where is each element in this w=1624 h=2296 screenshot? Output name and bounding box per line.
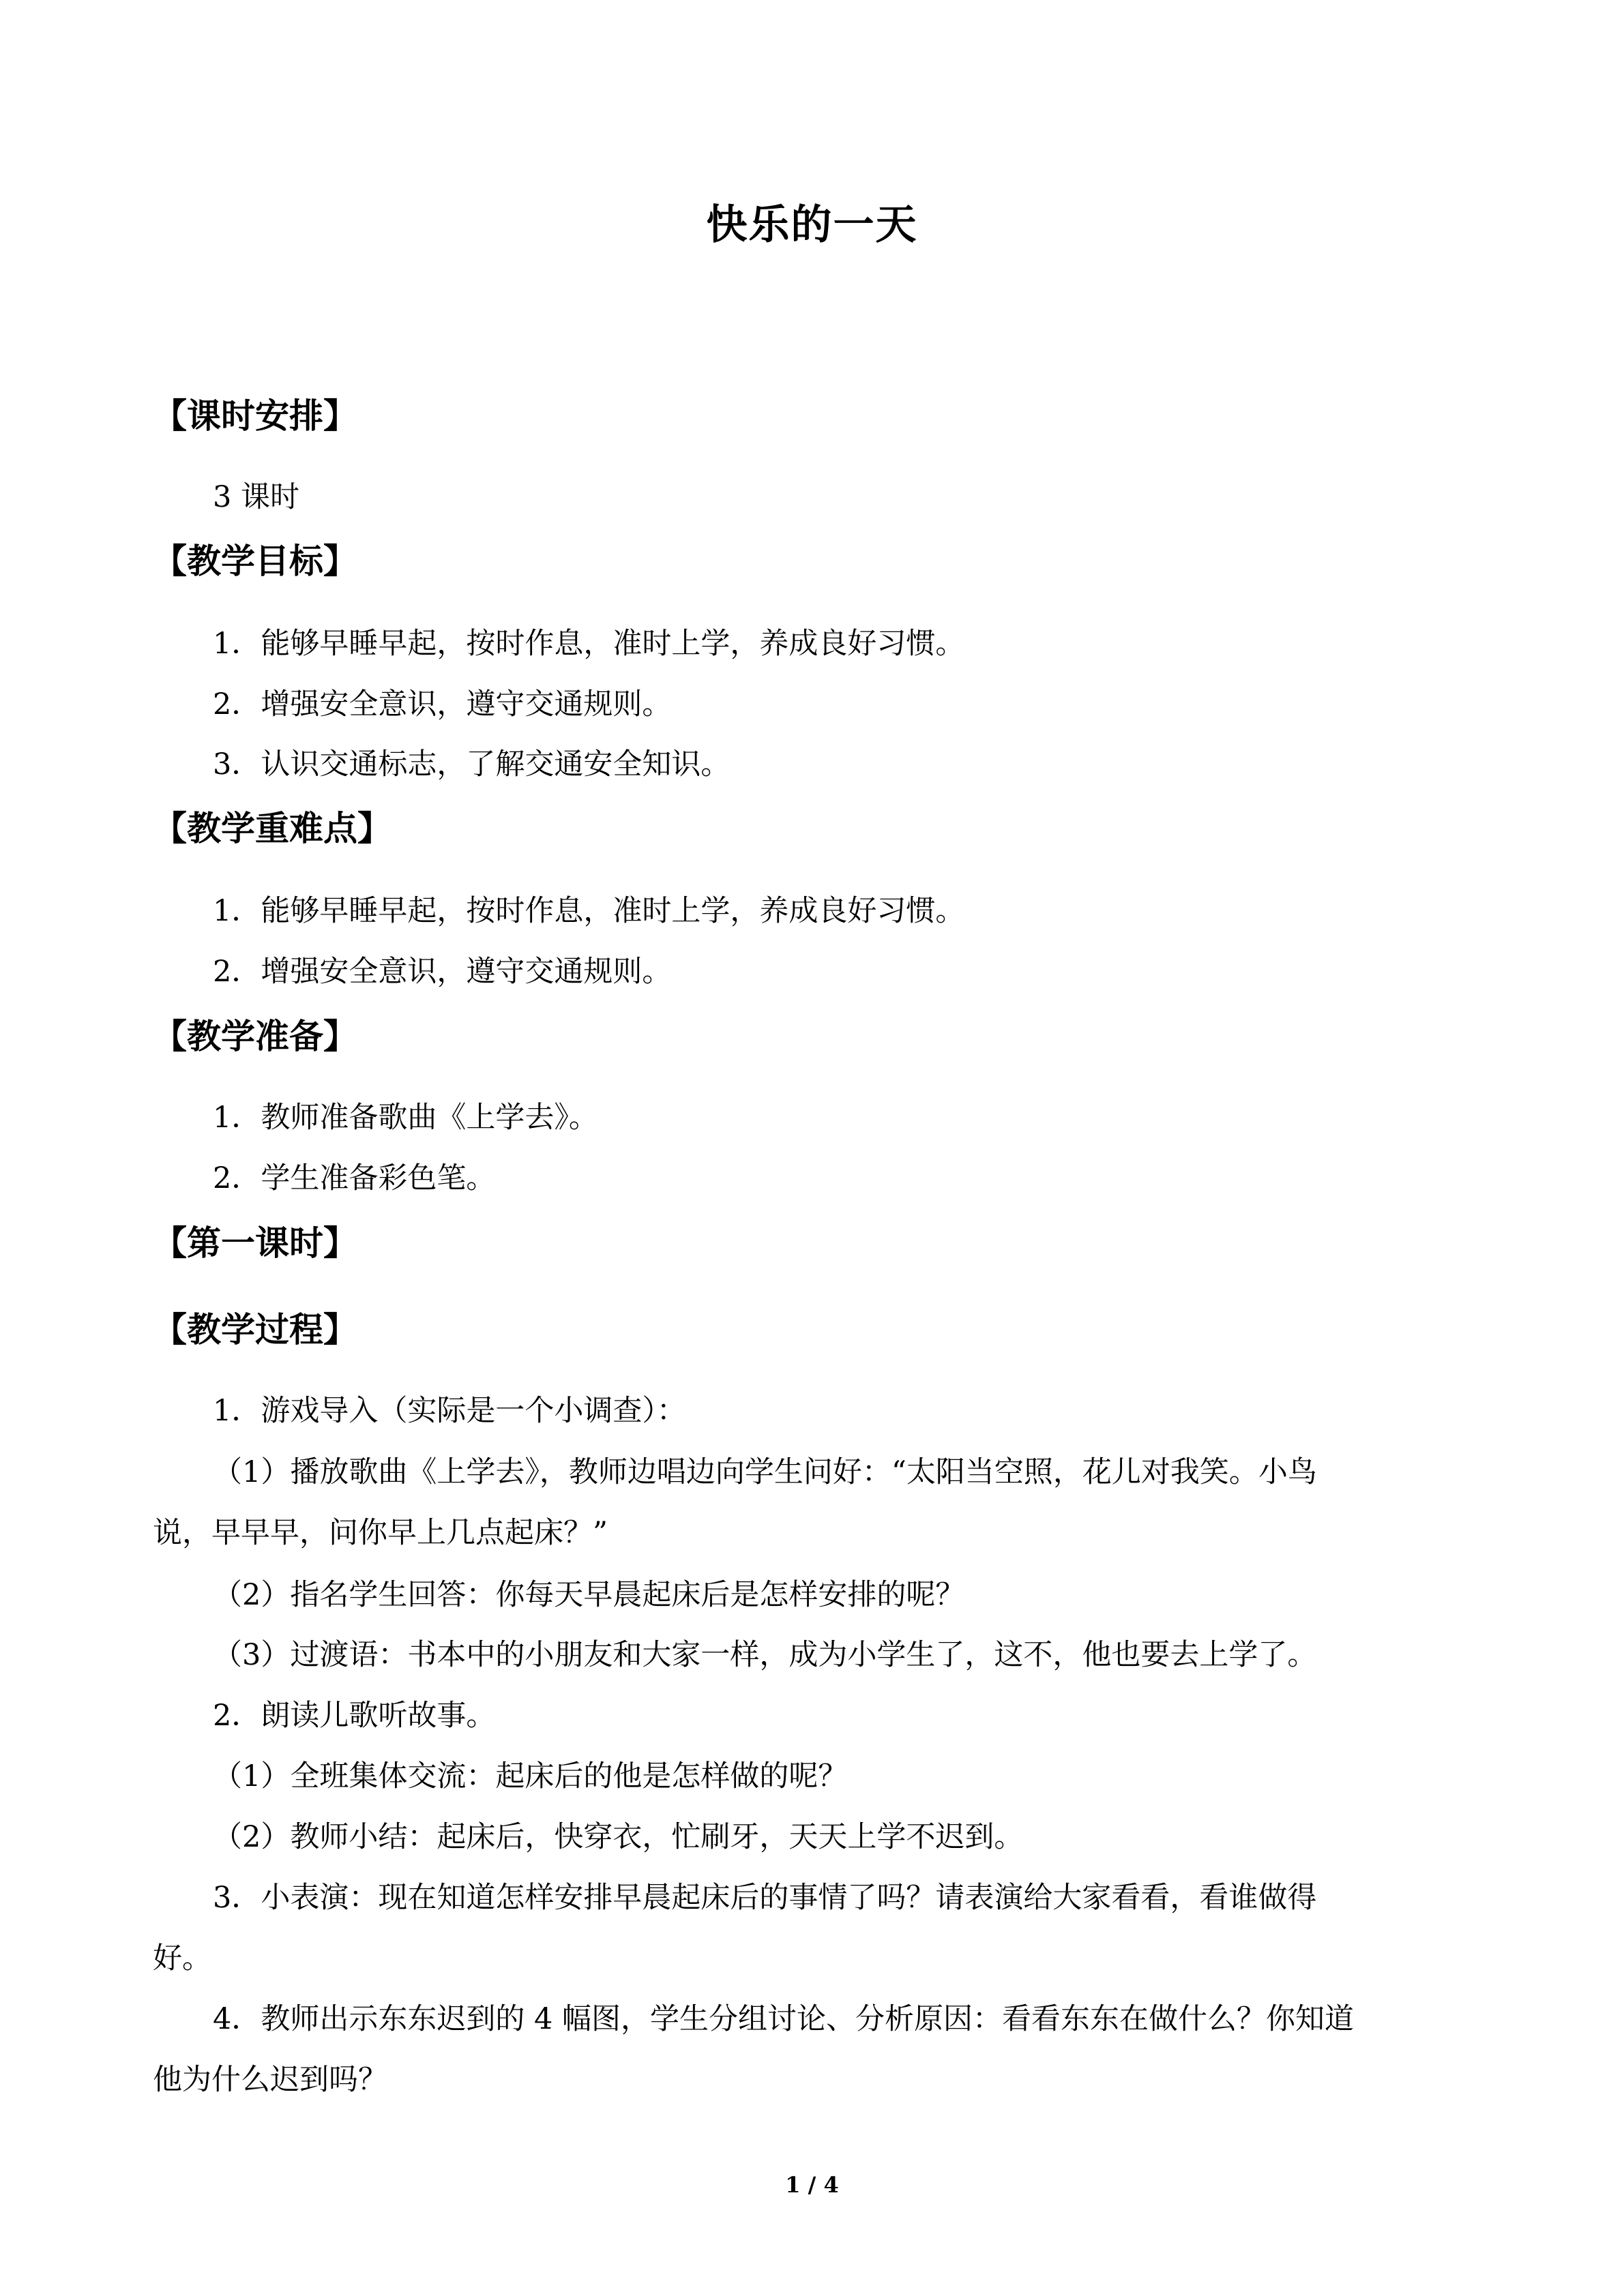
process-line: 1．游戏导入（实际是一个小调查）： <box>213 1394 686 1428</box>
section-heading-schedule: 【课时安排】 <box>153 396 357 436</box>
section-heading-preparation: 【教学准备】 <box>153 1016 357 1056</box>
section-heading-process: 【教学过程】 <box>153 1309 357 1350</box>
key-point-item: 2．增强安全意识，遵守交通规则。 <box>213 955 672 989</box>
key-point-item: 1．能够早睡早起，按时作息，准时上学，养成良好习惯。 <box>213 894 965 928</box>
process-line: 2．朗读儿歌听故事。 <box>213 1699 496 1733</box>
section-heading-key-points: 【教学重难点】 <box>153 808 392 848</box>
schedule-text: 3 课时 <box>213 480 300 514</box>
process-line: （3）过渡语：书本中的小朋友和大家一样，成为小学生了，这不，他也要去上学了。 <box>213 1638 1317 1672</box>
preparation-item: 2．学生准备彩色笔。 <box>213 1161 496 1195</box>
process-line: 好。 <box>153 1941 211 1976</box>
process-line: （2）指名学生回答：你每天早晨起床后是怎样安排的呢？ <box>213 1578 965 1612</box>
process-line: 他为什么迟到吗？ <box>153 2063 387 2097</box>
process-line: （1）全班集体交流：起床后的他是怎样做的呢？ <box>213 1759 848 1793</box>
process-line: 3．小表演：现在知道怎样安排早晨起床后的事情了吗？请表演给大家看看，看谁做得 <box>213 1881 1317 1915</box>
process-line: （1）播放歌曲《上学去》，教师边唱边向学生问好：“太阳当空照，花儿对我笑。小鸟 <box>213 1455 1317 1489</box>
goal-item: 3．认识交通标志，了解交通安全知识。 <box>213 747 730 781</box>
preparation-item: 1．教师准备歌曲《上学去》。 <box>213 1101 598 1135</box>
goal-item: 2．增强安全意识，遵守交通规则。 <box>213 687 672 721</box>
process-line: 说，早早早，问你早上几点起床？” <box>153 1516 608 1550</box>
page-number: 1 / 4 <box>785 2172 839 2198</box>
process-line: （2）教师小结：起床后，快穿衣，忙刷牙，天天上学不迟到。 <box>213 1820 1024 1854</box>
process-line: 4．教师出示东东迟到的 4 幅图，学生分组讨论、分析原因：看看东东在做什么？你知道 <box>213 2002 1355 2036</box>
section-heading-first-lesson: 【第一课时】 <box>153 1223 357 1263</box>
document-title: 快乐的一天 <box>706 201 918 249</box>
section-heading-goals: 【教学目标】 <box>153 541 357 581</box>
goal-item: 1．能够早睡早起，按时作息，准时上学，养成良好习惯。 <box>213 627 965 661</box>
